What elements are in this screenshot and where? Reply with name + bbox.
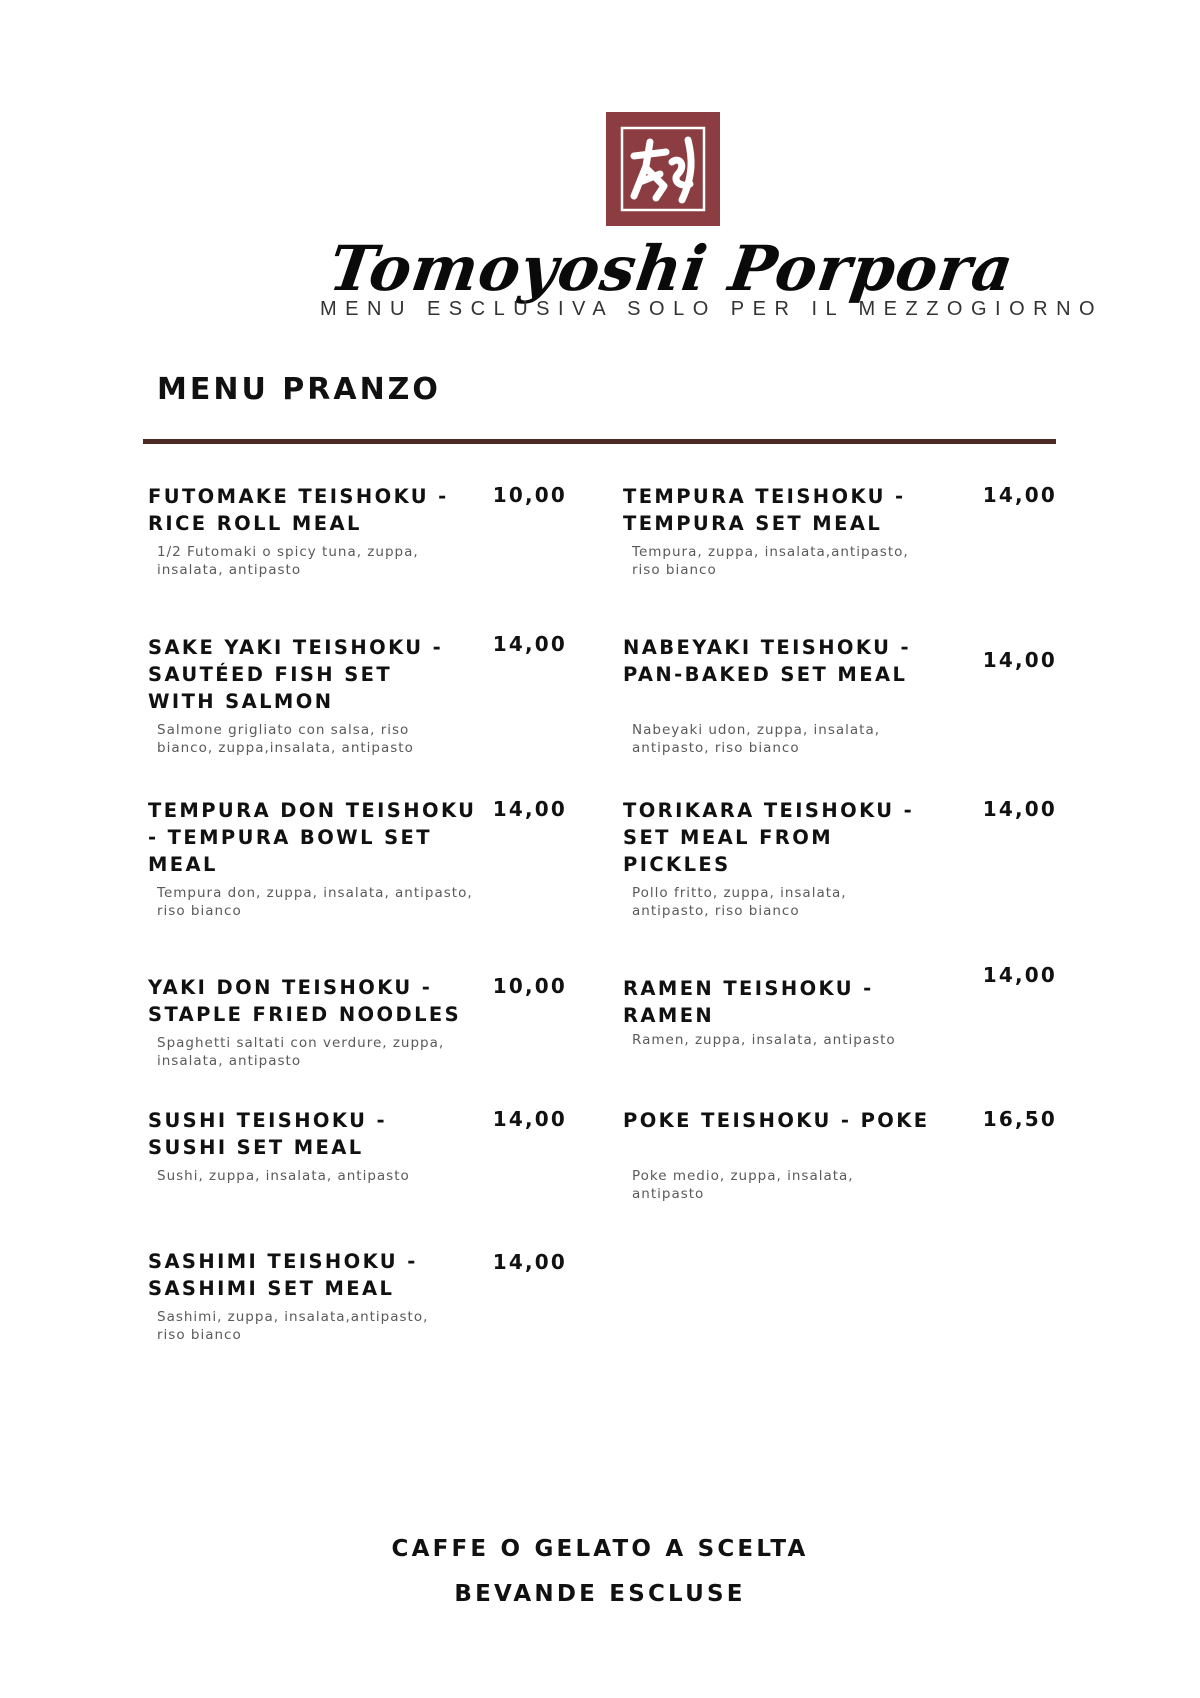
menu-item-description: Spaghetti saltati con verdure, zuppa, insalata, antipasto bbox=[157, 1035, 445, 1069]
menu-item-name: TORIKARA TEISHOKU - SET MEAL FROM PICKLES bbox=[623, 799, 915, 876]
menu-tagline: MENU ESCLUSIVA SOLO PER IL MEZZOGIORNO bbox=[320, 298, 1104, 320]
menu-item bbox=[148, 1248, 468, 1344]
menu-item bbox=[148, 974, 468, 1070]
menu-item-name: NABEYAKI TEISHOKU - PAN-BAKED SET MEAL bbox=[623, 636, 911, 686]
menu-item-description: Salmone grigliato con salsa, riso bianco, zuppa,insalata, antipasto bbox=[157, 722, 414, 756]
menu-item-price: 10,00 bbox=[492, 483, 567, 507]
menu-item bbox=[623, 797, 943, 920]
menu-item bbox=[148, 797, 488, 920]
menu-item-price: 14,00 bbox=[492, 1107, 567, 1131]
menu-item-price: 10,00 bbox=[492, 974, 567, 998]
menu-item-price: 14,00 bbox=[492, 1250, 567, 1274]
menu-item-price: 14,00 bbox=[492, 797, 567, 821]
menu-item-name: FUTOMAKE TEISHOKU - RICE ROLL MEAL bbox=[148, 485, 449, 535]
menu-item-description: Ramen, zuppa, insalata, antipasto bbox=[632, 1032, 896, 1048]
menu-item-price: 14,00 bbox=[982, 648, 1057, 672]
menu-item-name: POKE TEISHOKU - POKE bbox=[623, 1109, 930, 1132]
menu-item bbox=[623, 1107, 943, 1203]
menu-item-description: Sashimi, zuppa, insalata,antipasto, riso bianco bbox=[157, 1309, 429, 1343]
menu-item-name: SASHIMI TEISHOKU - SASHIMI SET MEAL bbox=[148, 1250, 418, 1300]
menu-item bbox=[623, 975, 896, 1049]
restaurant-logo bbox=[606, 112, 720, 226]
restaurant-name: Tomoyoshi Porpora bbox=[324, 232, 1019, 305]
section-divider bbox=[143, 439, 1056, 444]
menu-item-price: 14,00 bbox=[982, 483, 1057, 507]
menu-item-name: YAKI DON TEISHOKU - STAPLE FRIED NOODLES bbox=[148, 976, 462, 1026]
menu-item-name: RAMEN TEISHOKU - RAMEN bbox=[623, 977, 874, 1027]
menu-item bbox=[623, 483, 923, 579]
menu-item-description: Poke medio, zuppa, insalata, antipasto bbox=[632, 1168, 854, 1202]
menu-item-price: 16,50 bbox=[982, 1107, 1057, 1131]
menu-item-name: TEMPURA TEISHOKU - TEMPURA SET MEAL bbox=[623, 485, 906, 535]
menu-item-description: Pollo fritto, zuppa, insalata, antipasto, riso bianco bbox=[632, 885, 847, 919]
menu-item-description: Nabeyaki udon, zuppa, insalata, antipasto, riso bianco bbox=[632, 722, 881, 756]
menu-item-description: Sushi, zuppa, insalata, antipasto bbox=[157, 1168, 410, 1184]
menu-item-name: SUSHI TEISHOKU - SUSHI SET MEAL bbox=[148, 1109, 387, 1159]
menu-item bbox=[148, 483, 468, 579]
menu-item-price: 14,00 bbox=[982, 797, 1057, 821]
menu-item-description: Tempura don, zuppa, insalata, antipasto, riso bianco bbox=[157, 885, 473, 919]
menu-item-description: 1/2 Futomaki o spicy tuna, zuppa, insalata, antipasto bbox=[157, 544, 419, 578]
menu-item bbox=[623, 634, 923, 757]
menu-item-price: 14,00 bbox=[982, 963, 1057, 987]
menu-item-description: Tempura, zuppa, insalata,antipasto, riso bianco bbox=[632, 544, 909, 578]
menu-item-name: TEMPURA DON TEISHOKU - TEMPURA BOWL SET MEAL bbox=[148, 799, 477, 876]
footer-note-dessert: CAFFE O GELATO A SCELTA bbox=[391, 1536, 809, 1562]
kanji-logo-icon bbox=[620, 126, 706, 212]
menu-item bbox=[148, 1107, 468, 1185]
section-title: MENU PRANZO bbox=[157, 372, 441, 407]
menu-item-name: SAKE YAKI TEISHOKU - SAUTÉED FISH SET WITH SALMON bbox=[148, 636, 444, 713]
menu-item bbox=[148, 634, 458, 757]
footer-note-drinks: BEVANDE ESCLUSE bbox=[454, 1581, 746, 1607]
menu-item-price: 14,00 bbox=[492, 632, 567, 656]
